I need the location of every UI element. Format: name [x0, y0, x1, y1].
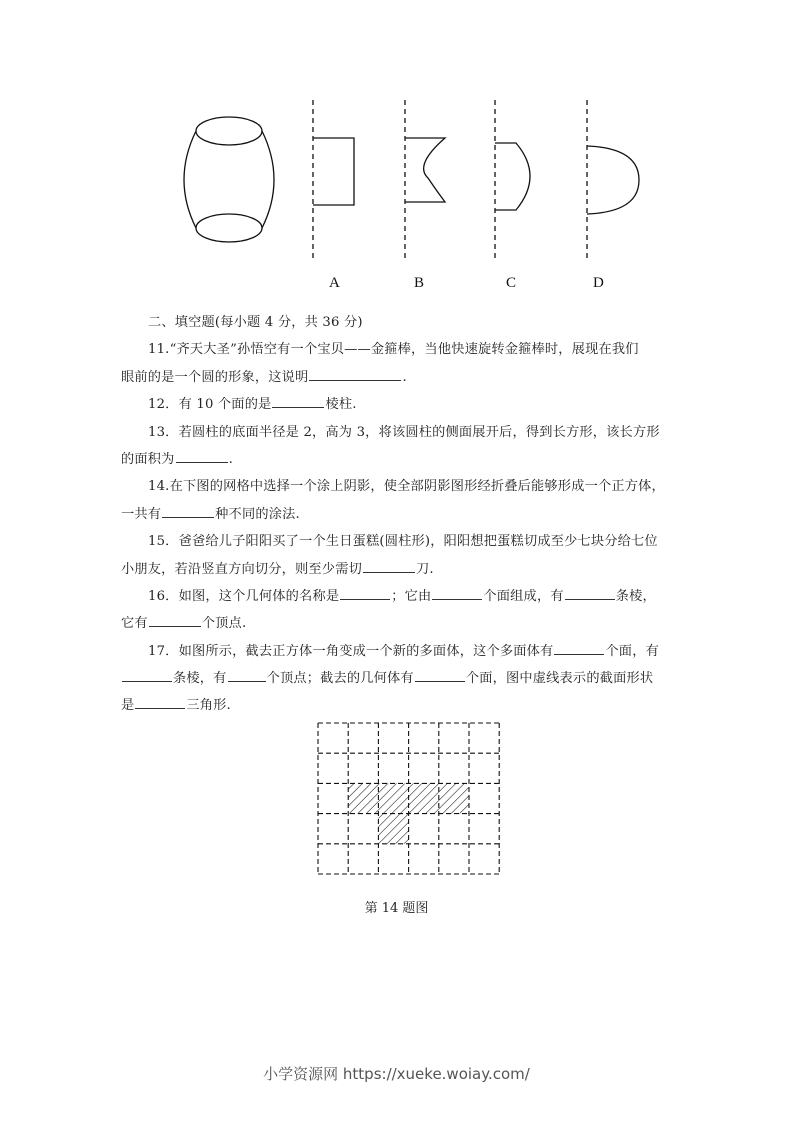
q16-text-a: 16．如图，这个几何体的名称是 [148, 588, 340, 604]
section-heading: 二、填空题(每小题 4 分，共 36 分) [148, 315, 363, 330]
q16-text-e: 它有 [121, 616, 148, 632]
q15-end: 刀. [415, 561, 434, 577]
q15-line1: 15．爸爸给儿子阳阳买了一个生日蛋糕(圆柱形)，阳阳想把蛋糕切成至少七块分给七位 [148, 534, 658, 550]
shaded-cell [378, 814, 408, 844]
q17-text-d: 个顶点；截去的几何体有 [266, 671, 414, 687]
grid-figure-caption: 第 14 题图 [364, 901, 429, 916]
q16-text-c: 个面组成，有 [483, 588, 564, 604]
option-b-label: B [414, 275, 425, 291]
q13-end: . [228, 451, 233, 467]
q13-line1: 13．若圆柱的底面半径是 2，高为 3，将该圆柱的侧面展开后，得到长方形，该长方形 [148, 424, 660, 440]
q17-text-f: 是 [121, 698, 135, 714]
q16-text-d: 条棱， [615, 588, 656, 604]
watermark-footer: 小学资源网 https://xueke.woiay.com/ [263, 1065, 530, 1083]
option-c-label: C [506, 275, 517, 291]
q17-text-e: 个面，图中虚线表示的截面形状 [465, 671, 654, 687]
q16-text-b: ；它由 [391, 588, 432, 604]
q12-end: 棱柱. [325, 397, 357, 413]
shaded-cell [348, 783, 378, 813]
q14-end: 种不同的涂法. [215, 506, 300, 522]
q17-text-c: 条棱，有 [173, 671, 227, 687]
option-d-label: D [593, 275, 604, 291]
q12-text: 12．有 10 个面的是 [148, 397, 272, 413]
q15-text: 小朋友，若沿竖直方向切分，则至少需切 [121, 561, 362, 577]
shaded-cell [378, 783, 408, 813]
shaded-cell [409, 783, 439, 813]
q13-text: 的面积为 [121, 451, 175, 467]
q11-line1: 11.“齐天大圣”孙悟空有一个宝贝——金箍棒，当他快速旋转金箍棒时，展现在我们 [148, 342, 639, 358]
q17-end: 三角形. [186, 698, 231, 714]
q17-text-a: 17．如图所示，截去正方体一角变成一个新的多面体，这个多面体有 [148, 643, 554, 659]
q14-line1: 14.在下图的网格中选择一个涂上阴影，使全部阴影图形经折叠后能够形成一个正方体， [148, 479, 665, 495]
q11-text: 眼前的是一个圆的形象，这说明 [121, 369, 309, 385]
q11-end: . [402, 369, 407, 385]
option-a-label: A [329, 275, 340, 291]
q14-text: 一共有 [121, 506, 162, 522]
shaded-cell [439, 783, 469, 813]
q17-text-b: 个面，有 [605, 643, 659, 659]
q16-end: 个顶点. [201, 616, 247, 632]
